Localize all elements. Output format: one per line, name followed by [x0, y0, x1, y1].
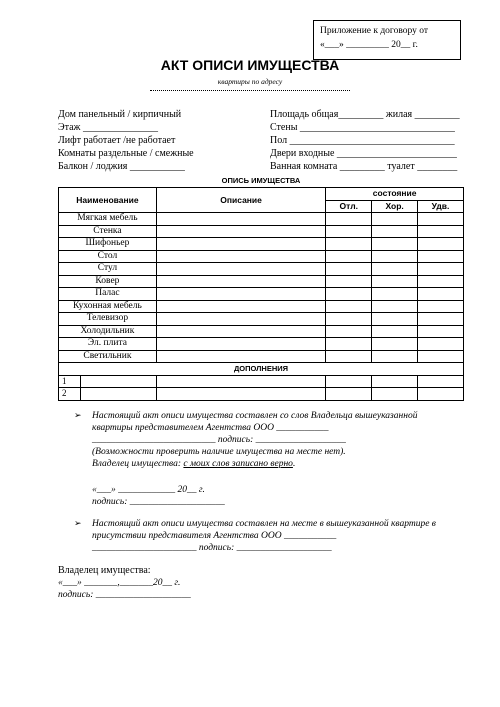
col-header-state-excellent: Отл.	[326, 200, 372, 213]
table-row	[59, 250, 464, 263]
right-info-line: Стены _______________________________	[270, 122, 455, 133]
additions-header-row	[59, 363, 464, 376]
item-state-cell[interactable]	[372, 250, 418, 263]
table-row	[59, 350, 464, 363]
item-state-cell[interactable]	[326, 238, 372, 251]
left-info	[58, 108, 194, 173]
addition-row	[59, 375, 464, 388]
item-name: Холодильник	[59, 325, 157, 338]
left-info-line: Лифт работает /не работает	[58, 135, 176, 146]
col-header-state-good: Хор.	[372, 200, 418, 213]
item-state-cell[interactable]	[326, 350, 372, 363]
table-row	[59, 275, 464, 288]
owner-label: Владелец имущества:	[58, 565, 151, 576]
item-name: Светильник	[59, 350, 157, 363]
item-state-cell[interactable]	[418, 263, 464, 276]
item-state-cell[interactable]	[418, 250, 464, 263]
item-state-cell[interactable]	[372, 225, 418, 238]
item-name: Стенка	[59, 225, 157, 238]
addition-cell[interactable]	[326, 388, 372, 401]
section-1	[74, 410, 472, 508]
item-state-cell[interactable]	[372, 350, 418, 363]
table-row	[59, 288, 464, 301]
addition-number: 2	[59, 388, 81, 401]
table-row	[59, 338, 464, 351]
addition-cell[interactable]	[156, 375, 325, 388]
item-state-cell[interactable]	[372, 263, 418, 276]
item-name: Ковер	[59, 275, 157, 288]
addition-cell[interactable]	[80, 375, 156, 388]
col-header-name: Наименование	[59, 188, 157, 213]
addition-cell[interactable]	[326, 375, 372, 388]
item-state-cell[interactable]	[326, 325, 372, 338]
annex-line1: Приложение к договору от	[320, 26, 429, 36]
item-state-cell[interactable]	[326, 225, 372, 238]
table-row	[59, 300, 464, 313]
item-state-cell[interactable]	[326, 250, 372, 263]
addition-row	[59, 388, 464, 401]
item-state-cell[interactable]	[326, 313, 372, 326]
arrow-bullet-icon: ➢	[74, 518, 82, 528]
right-info-line: Двери входные ________________________	[270, 148, 457, 159]
item-state-cell[interactable]	[418, 275, 464, 288]
item-state-cell[interactable]	[326, 300, 372, 313]
item-state-cell[interactable]	[418, 213, 464, 226]
item-state-cell[interactable]	[326, 338, 372, 351]
section-2	[74, 518, 472, 554]
item-name: Шифоньер	[59, 238, 157, 251]
item-description-cell[interactable]	[156, 250, 325, 263]
item-description-cell[interactable]	[156, 238, 325, 251]
section2-line2: присутствии представителя Агентства ООО ___________	[92, 531, 337, 541]
document-title: АКТ ОПИСИ ИМУЩЕСТВА	[160, 57, 340, 73]
addition-number: 1	[59, 375, 81, 388]
owner-block	[58, 564, 191, 601]
right-info-line: Ванная комната _________ туалет ________	[270, 161, 458, 172]
addition-cell[interactable]	[156, 388, 325, 401]
item-state-cell[interactable]	[326, 275, 372, 288]
item-state-cell[interactable]	[418, 225, 464, 238]
table-row	[59, 225, 464, 238]
confirmation-text: с моих слов записано верно	[183, 459, 293, 469]
col-header-description: Описание	[156, 188, 325, 213]
item-name: Стул	[59, 263, 157, 276]
item-state-cell[interactable]	[418, 300, 464, 313]
item-state-cell[interactable]	[326, 263, 372, 276]
addition-cell[interactable]	[372, 375, 418, 388]
section1-line1: Настоящий акт описи имущества составлен со слов Владельца вышеуказанной	[92, 411, 418, 421]
owner-signature: подпись: ____________________	[58, 590, 191, 600]
item-state-cell[interactable]	[372, 275, 418, 288]
item-name: Мягкая мебель	[59, 213, 157, 226]
item-description-cell[interactable]	[156, 213, 325, 226]
item-name: Эл. плита	[59, 338, 157, 351]
section1-line2: квартиры представителем Агентства ООО ___________	[92, 423, 329, 433]
item-state-cell[interactable]	[418, 288, 464, 301]
addition-cell[interactable]	[418, 388, 464, 401]
right-info-line: Площадь общая_________ жилая _________	[270, 109, 460, 120]
item-state-cell[interactable]	[372, 238, 418, 251]
addition-cell[interactable]	[418, 375, 464, 388]
period: .	[292, 459, 296, 469]
left-info-line: Дом панельный / кирпичный	[58, 109, 182, 120]
item-description-cell[interactable]	[156, 325, 325, 338]
section1-date: «___» ____________ 20__ г.	[92, 485, 205, 495]
item-name: Стол	[59, 250, 157, 263]
section2-line1: Настоящий акт описи имущества составлен на месте в вышеуказанной квартире в	[92, 519, 436, 529]
section1-signature: подпись: ____________________	[92, 497, 225, 507]
col-header-state-satisfactory: Удв.	[418, 200, 464, 213]
additions-label: ДОПОЛНЕНИЯ	[59, 363, 464, 376]
addition-cell[interactable]	[80, 388, 156, 401]
item-state-cell[interactable]	[418, 350, 464, 363]
item-description-cell[interactable]	[156, 350, 325, 363]
item-state-cell[interactable]	[372, 313, 418, 326]
left-info-line: Комнаты раздельные / смежные	[58, 148, 194, 159]
item-state-cell[interactable]	[372, 213, 418, 226]
item-state-cell[interactable]	[372, 288, 418, 301]
item-description-cell[interactable]	[156, 275, 325, 288]
left-info-line: Этаж _______________	[58, 122, 158, 133]
item-description-cell[interactable]	[156, 225, 325, 238]
table-row	[59, 263, 464, 276]
item-state-cell[interactable]	[372, 325, 418, 338]
item-state-cell[interactable]	[418, 325, 464, 338]
item-name: Палас	[59, 288, 157, 301]
item-state-cell[interactable]	[372, 300, 418, 313]
item-name: Кухонная мебель	[59, 300, 157, 313]
annex-box	[313, 20, 461, 60]
owner-date: «___» _______,_______20__ г.	[58, 578, 181, 588]
address-line	[150, 84, 350, 91]
item-description-cell[interactable]	[156, 288, 325, 301]
inventory-table	[58, 187, 464, 401]
item-state-cell[interactable]	[372, 338, 418, 351]
table-row	[59, 313, 464, 326]
col-header-state: состояние	[326, 188, 464, 201]
section2-line3: ______________________ подпись: ____________________	[92, 543, 332, 553]
table-caption: ОПИСЬ ИМУЩЕСТВА	[221, 176, 301, 185]
section1-line5	[92, 458, 472, 470]
item-state-cell[interactable]	[326, 213, 372, 226]
left-info-line: Балкон / лоджия ___________	[58, 161, 185, 172]
arrow-bullet-icon: ➢	[74, 410, 82, 420]
item-state-cell[interactable]	[418, 238, 464, 251]
right-info	[270, 108, 460, 173]
table-row	[59, 325, 464, 338]
item-description-cell[interactable]	[156, 313, 325, 326]
item-state-cell[interactable]	[418, 313, 464, 326]
table-row	[59, 238, 464, 251]
table-row	[59, 213, 464, 226]
addition-cell[interactable]	[372, 388, 418, 401]
right-info-line: Пол _________________________________	[270, 135, 455, 146]
document-subtitle: квартиры по адресу	[217, 77, 283, 86]
annex-line2: «___» _________ 20__ г.	[320, 40, 418, 50]
item-name: Телевизор	[59, 313, 157, 326]
item-description-cell[interactable]	[156, 263, 325, 276]
item-state-cell[interactable]	[326, 288, 372, 301]
item-description-cell[interactable]	[156, 300, 325, 313]
section1-line3: __________________________ подпись: ___________________	[92, 435, 346, 445]
item-state-cell[interactable]	[418, 338, 464, 351]
item-description-cell[interactable]	[156, 338, 325, 351]
section1-line4: (Возможности проверить наличие имущества на месте нет).	[92, 447, 346, 457]
owner-label: Владелец имущества:	[92, 459, 184, 469]
